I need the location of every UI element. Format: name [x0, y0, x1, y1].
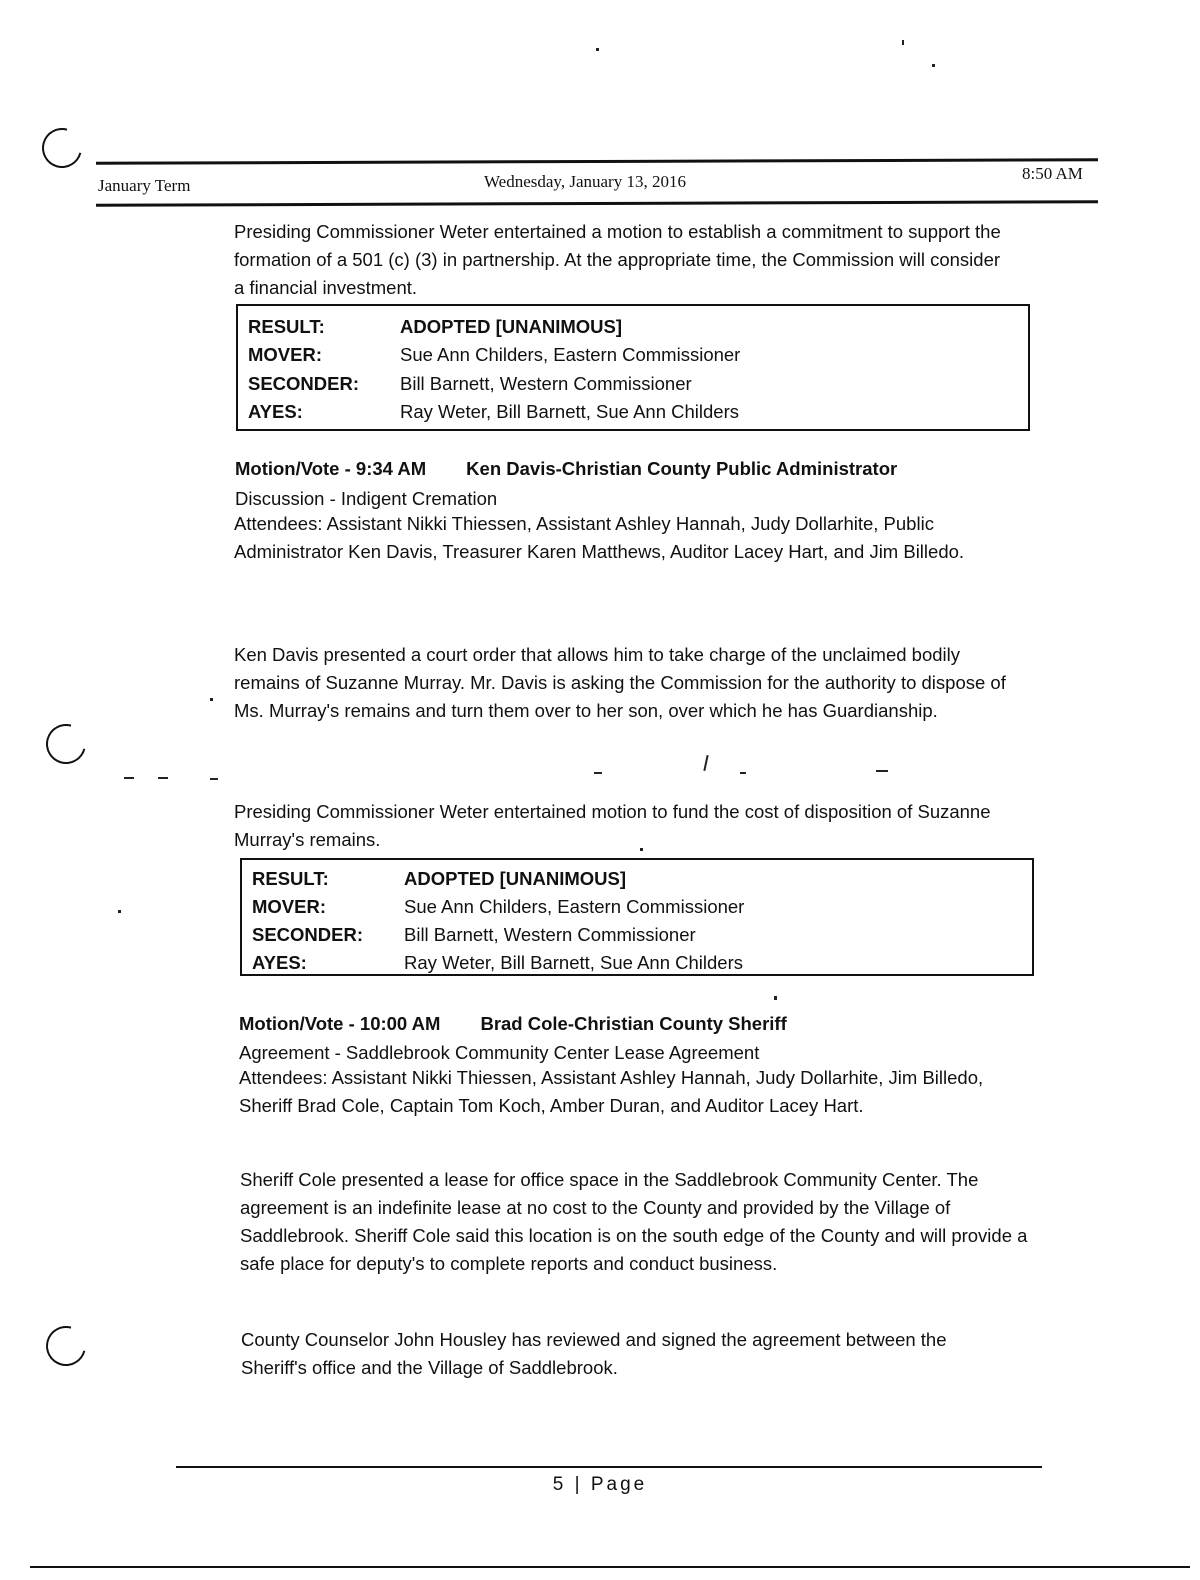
- header-date: Wednesday, January 13, 2016: [484, 172, 686, 191]
- motion-attendees: Attendees: Assistant Nikki Thiessen, Assistant Ashley Hannah, Judy Dollarhite, Jim Billedo, Sheriff Brad Cole, Captain Tom Koch, Amber Duran, and Auditor Lacey Hart.: [239, 1067, 984, 1116]
- vote-key: SECONDER:: [252, 924, 364, 945]
- scan-speck: [902, 40, 904, 45]
- header-term: January Term: [98, 176, 191, 195]
- motion-body: Ken Davis presented a court order that allows him to take charge of the unclaimed bodily remains of Suzanne Murray. Mr. Davis is asking the Commission for the authority to dispose of Ms. Murray's remains and turn them over to her son, over which he has Guardianship.: [234, 644, 1006, 721]
- motion-heading: [239, 1013, 787, 1035]
- motion-heading: [235, 458, 897, 480]
- scan-speck: [703, 755, 708, 771]
- motion-attendees: Attendees: Assistant Nikki Thiessen, Assistant Ashley Hannah, Judy Dollarhite, Public Administrator Ken Davis, Treasurer Karen Matthews, Auditor Lacey Hart, and Jim Billedo.: [234, 513, 965, 562]
- motion-time-label: Motion/Vote - 9:34 AM: [235, 458, 427, 479]
- vote-row-seconder: [248, 373, 692, 395]
- intro-motion-text: Presiding Commissioner Weter entertained a motion to establish a commitment to support the formation of a 501 (c) (3) in partnership. At the appropriate time, the Commission will consider a financial investment.: [234, 221, 1001, 298]
- scan-speck: [210, 698, 213, 701]
- vote-row-result: [252, 868, 626, 890]
- vote-value: Bill Barnett, Western Commissioner: [400, 373, 692, 394]
- vote-row-ayes: [252, 952, 743, 974]
- motion-topic: Ken Davis-Christian County Public Administrator: [466, 458, 898, 479]
- vote-row-mover: [252, 896, 744, 918]
- punch-hole-top: [35, 121, 90, 176]
- header-time: 8:50 AM: [1022, 164, 1083, 183]
- scan-speck: [124, 777, 134, 779]
- motion-body: Sheriff Cole presented a lease for office space in the Saddlebrook Community Center. The agreement is an indefinite lease at no cost to the County and provided by the Village of Saddlebrook. Sheriff Cole said this location is on the south edge of the County and will provide a safe place for deputy's to complete reports and conduct business.: [240, 1169, 1028, 1274]
- vote-value: ADOPTED [UNANIMOUS]: [404, 868, 626, 889]
- vote-key: AYES:: [248, 401, 303, 422]
- motion-text: Presiding Commissioner Weter entertained motion to fund the cost of disposition of Suzanne Murray's remains.: [234, 801, 991, 850]
- counsel-review-text: County Counselor John Housley has reviewed and signed the agreement between the Sheriff's office and the Village of Saddlebrook.: [241, 1329, 947, 1378]
- punch-hole-bottom: [39, 1319, 94, 1374]
- scan-speck: [876, 770, 888, 772]
- vote-value: Ray Weter, Bill Barnett, Sue Ann Childers: [404, 952, 743, 973]
- motion-topic: Brad Cole-Christian County Sheriff: [480, 1013, 787, 1034]
- vote-key: RESULT:: [252, 868, 329, 889]
- vote-value: Sue Ann Childers, Eastern Commissioner: [404, 896, 745, 917]
- vote-key: SECONDER:: [248, 373, 360, 394]
- vote-row-mover: [248, 344, 740, 366]
- scan-speck: [740, 772, 746, 774]
- page-bottom-rule: [30, 1566, 1190, 1568]
- scan-speck: [596, 48, 599, 51]
- vote-result-table: [240, 858, 1034, 976]
- motion-agreement: Agreement - Saddlebrook Community Center Lease Agreement: [239, 1042, 760, 1063]
- vote-value: Ray Weter, Bill Barnett, Sue Ann Childers: [400, 401, 739, 422]
- vote-row-result: [248, 316, 622, 338]
- scan-speck: [594, 772, 602, 774]
- vote-key: MOVER:: [252, 896, 326, 917]
- vote-result-table: [236, 304, 1030, 431]
- vote-value: Sue Ann Childers, Eastern Commissioner: [400, 344, 741, 365]
- vote-row-ayes: [248, 401, 739, 423]
- motion-discussion: Discussion - Indigent Cremation: [235, 488, 498, 509]
- vote-key: MOVER:: [248, 344, 322, 365]
- punch-hole-middle: [39, 717, 94, 772]
- scan-speck: [774, 996, 777, 1000]
- scan-speck: [158, 777, 168, 779]
- vote-value: Bill Barnett, Western Commissioner: [404, 924, 696, 945]
- vote-key: RESULT:: [248, 316, 325, 337]
- scan-speck: [210, 778, 218, 780]
- vote-row-seconder: [252, 924, 696, 946]
- page-number: 5 | Page: [552, 1474, 648, 1495]
- scan-speck: [118, 910, 121, 913]
- vote-value: ADOPTED [UNANIMOUS]: [400, 316, 622, 337]
- vote-key: AYES:: [252, 952, 307, 973]
- header-bottom-rule: [96, 200, 1098, 206]
- header-top-rule: [96, 158, 1098, 164]
- scan-speck: [932, 64, 935, 67]
- footer-rule: [176, 1466, 1042, 1468]
- motion-time-label: Motion/Vote - 10:00 AM: [239, 1013, 441, 1034]
